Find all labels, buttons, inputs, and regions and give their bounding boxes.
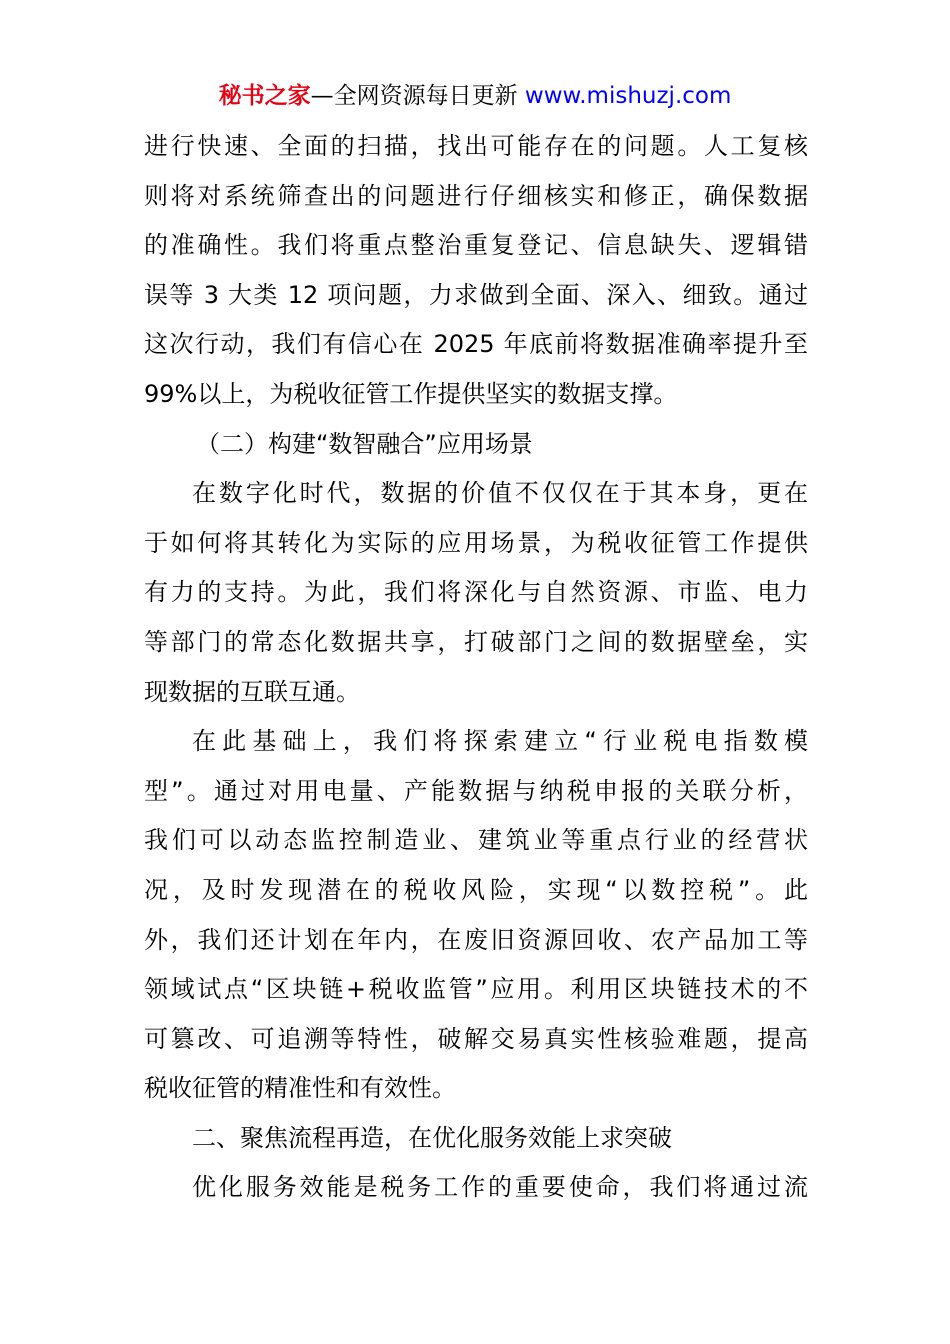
text-line: 99%以上，为税收征管工作提供坚实的数据支撑。 bbox=[144, 379, 678, 408]
text-line: 的准确性。我们将重点整治重复登记、信息缺失、逻辑错 bbox=[144, 231, 808, 260]
text-line: 外，我们还计划在年内，在废旧资源回收、农产品加工等 bbox=[144, 925, 808, 954]
section-heading: 二、聚焦流程再造，在优化服务效能上求突破 bbox=[192, 1123, 672, 1152]
text-line: 况，及时发现潜在的税收风险，实现“以数控税”。此 bbox=[144, 875, 808, 904]
text-line: 可篡改、可追溯等特性，破解交易真实性核验难题，提高 bbox=[144, 1024, 808, 1053]
text-line: 税收征管的精准性和有效性。 bbox=[144, 1074, 456, 1103]
text-line: 领域试点“区块链+税收监管”应用。利用区块链技术的不 bbox=[144, 975, 808, 1004]
website-link[interactable]: www.mishuzj.com bbox=[524, 83, 732, 109]
brand-name: 秘书之家 bbox=[218, 83, 311, 109]
text-line: 有力的支持。为此，我们将深化与自然资源、市监、电力 bbox=[144, 578, 808, 607]
text-line: 型”。通过对用电量、产能数据与纳税申报的关联分析， bbox=[144, 776, 808, 805]
section-heading: （二）构建“数智融合”应用场景 bbox=[196, 429, 533, 458]
text-line: 优化服务效能是税务工作的重要使命，我们将通过流 bbox=[192, 1173, 808, 1202]
document-body bbox=[144, 122, 808, 1213]
header-tagline: —全网资源每日更新 bbox=[310, 83, 518, 109]
text-line: 在数字化时代，数据的价值不仅仅在于其本身，更在 bbox=[192, 479, 808, 508]
text-line: 现数据的互联互通。 bbox=[144, 677, 360, 706]
text-line: 我们可以动态监控制造业、建筑业等重点行业的经营状 bbox=[144, 826, 808, 855]
text-line: 等部门的常态化数据共享，打破部门之间的数据壁垒，实 bbox=[144, 627, 808, 656]
text-line: 在此基础上，我们将探索建立“行业税电指数模 bbox=[192, 727, 808, 756]
text-line: 于如何将其转化为实际的应用场景，为税收征管工作提供 bbox=[144, 528, 808, 557]
text-line: 这次行动，我们有信心在 2025 年底前将数据准确率提升至 bbox=[144, 330, 808, 359]
document-header bbox=[0, 80, 950, 112]
text-line: 误等 3 大类 12 项问题，力求做到全面、深入、细致。通过 bbox=[144, 280, 808, 309]
text-line: 则将对系统筛查出的问题进行仔细核实和修正，确保数据 bbox=[144, 181, 808, 210]
text-line: 进行快速、全面的扫描，找出可能存在的问题。人工复核 bbox=[144, 132, 808, 160]
